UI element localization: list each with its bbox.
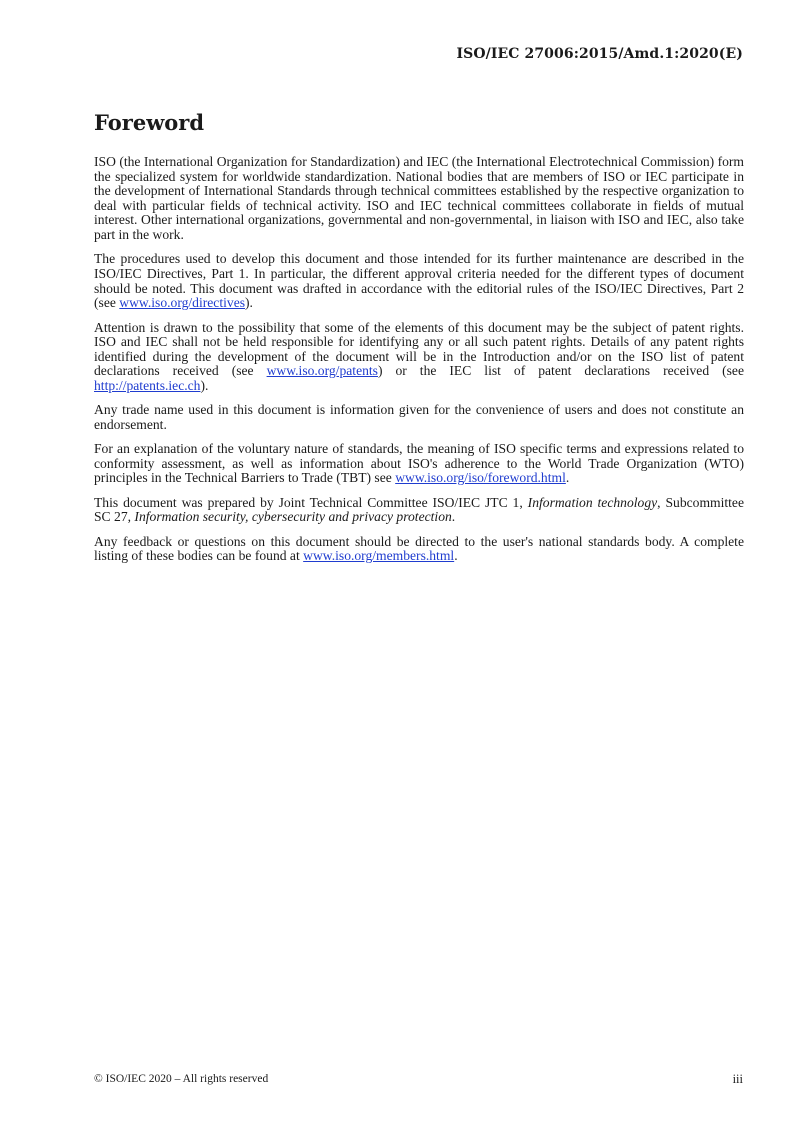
iso-patents-link[interactable]: www.iso.org/patents <box>266 363 378 379</box>
paragraph-trade-name: Any trade name used in this document is information given for the convenience of users and does not constitute an endorsement. <box>94 402 744 432</box>
paragraph-iso-iec-intro: ISO (the International Organization for Standardization) and IEC (the International Electrotechnical Commission) form the specialized system for worldwide standardization. National bodies that are members of ISO or IEC participate in the development of International Standards through technical committees established by the respective organization to deal with particular fields of technical activity. ISO and IEC technical committees collaborate in fields of mutual interest. Other international organizations, governmental and non-governmental, in liaison with ISO and IEC, also take part in the work. <box>94 154 744 242</box>
paragraph-text-end: . <box>565 470 570 486</box>
paragraph-text-end: ). <box>245 295 253 311</box>
paragraph-text: For an explanation of the voluntary nature of standards, the meaning of ISO specific terms and expressions related to conformity assessment, as well as information about ISO's adherence to the World Trade Organization (WTO) principles in the Technical Barriers to Trade (TBT) see <box>94 441 744 486</box>
paragraph-text-end: ). <box>200 377 209 393</box>
copyright-footer: © ISO/IEC 2020 – All rights reserved <box>94 1073 269 1085</box>
paragraph-feedback <box>94 535 744 564</box>
members-link[interactable]: www.iso.org/members.html <box>303 548 455 564</box>
paragraph-text-end: . <box>451 509 456 525</box>
directives-link[interactable]: www.iso.org/directives <box>119 295 246 311</box>
paragraph-prepared-by <box>94 496 744 525</box>
foreword-link[interactable]: www.iso.org/iso/foreword.html <box>395 470 566 486</box>
paragraph-text-end: . <box>454 548 458 564</box>
paragraph-voluntary-nature <box>94 442 744 486</box>
paragraph-text: Attention is drawn to the possibility that some of the elements of this document may be the subject of patent rights. ISO and IEC shall not be held responsible for identifying any or all such patent rights. Details of any patent rights identified during the development of the document will be in the Introduction and/or on the ISO list of patent declarations received (see <box>94 319 744 379</box>
committee-name: Information technology <box>527 494 658 510</box>
page-title: Foreword <box>94 110 205 135</box>
paragraph-text-mid: , Subcommittee SC 27, <box>94 494 745 525</box>
foreword-body <box>94 155 744 574</box>
paragraph-patent-rights <box>94 321 744 394</box>
paragraph-procedures <box>94 252 744 310</box>
paragraph-text: The procedures used to develop this document and those intended for its further maintenance are described in the ISO/IEC Directives, Part 1. In particular, the different approval criteria needed for the different types of document should be noted. This document was drafted in accordance with the editorial rules of the ISO/IEC Directives, Part 2 (see <box>94 251 744 311</box>
paragraph-text: This document was prepared by Joint Technical Committee ISO/IEC JTC 1, <box>94 494 528 510</box>
document-id-header: ISO/IEC 27006:2015/Amd.1:2020(E) <box>456 46 743 62</box>
paragraph-text-mid: ) or the IEC list of patent declarations received (see <box>377 363 744 379</box>
iec-patents-link[interactable]: http://patents.iec.ch <box>94 377 201 393</box>
page-number: iii <box>732 1072 743 1086</box>
paragraph-text: Any feedback or questions on this document should be directed to the user's national standards body. A complete listing of these bodies can be found at <box>94 533 744 564</box>
subcommittee-name: Information security, cybersecurity and privacy protection <box>134 509 452 525</box>
